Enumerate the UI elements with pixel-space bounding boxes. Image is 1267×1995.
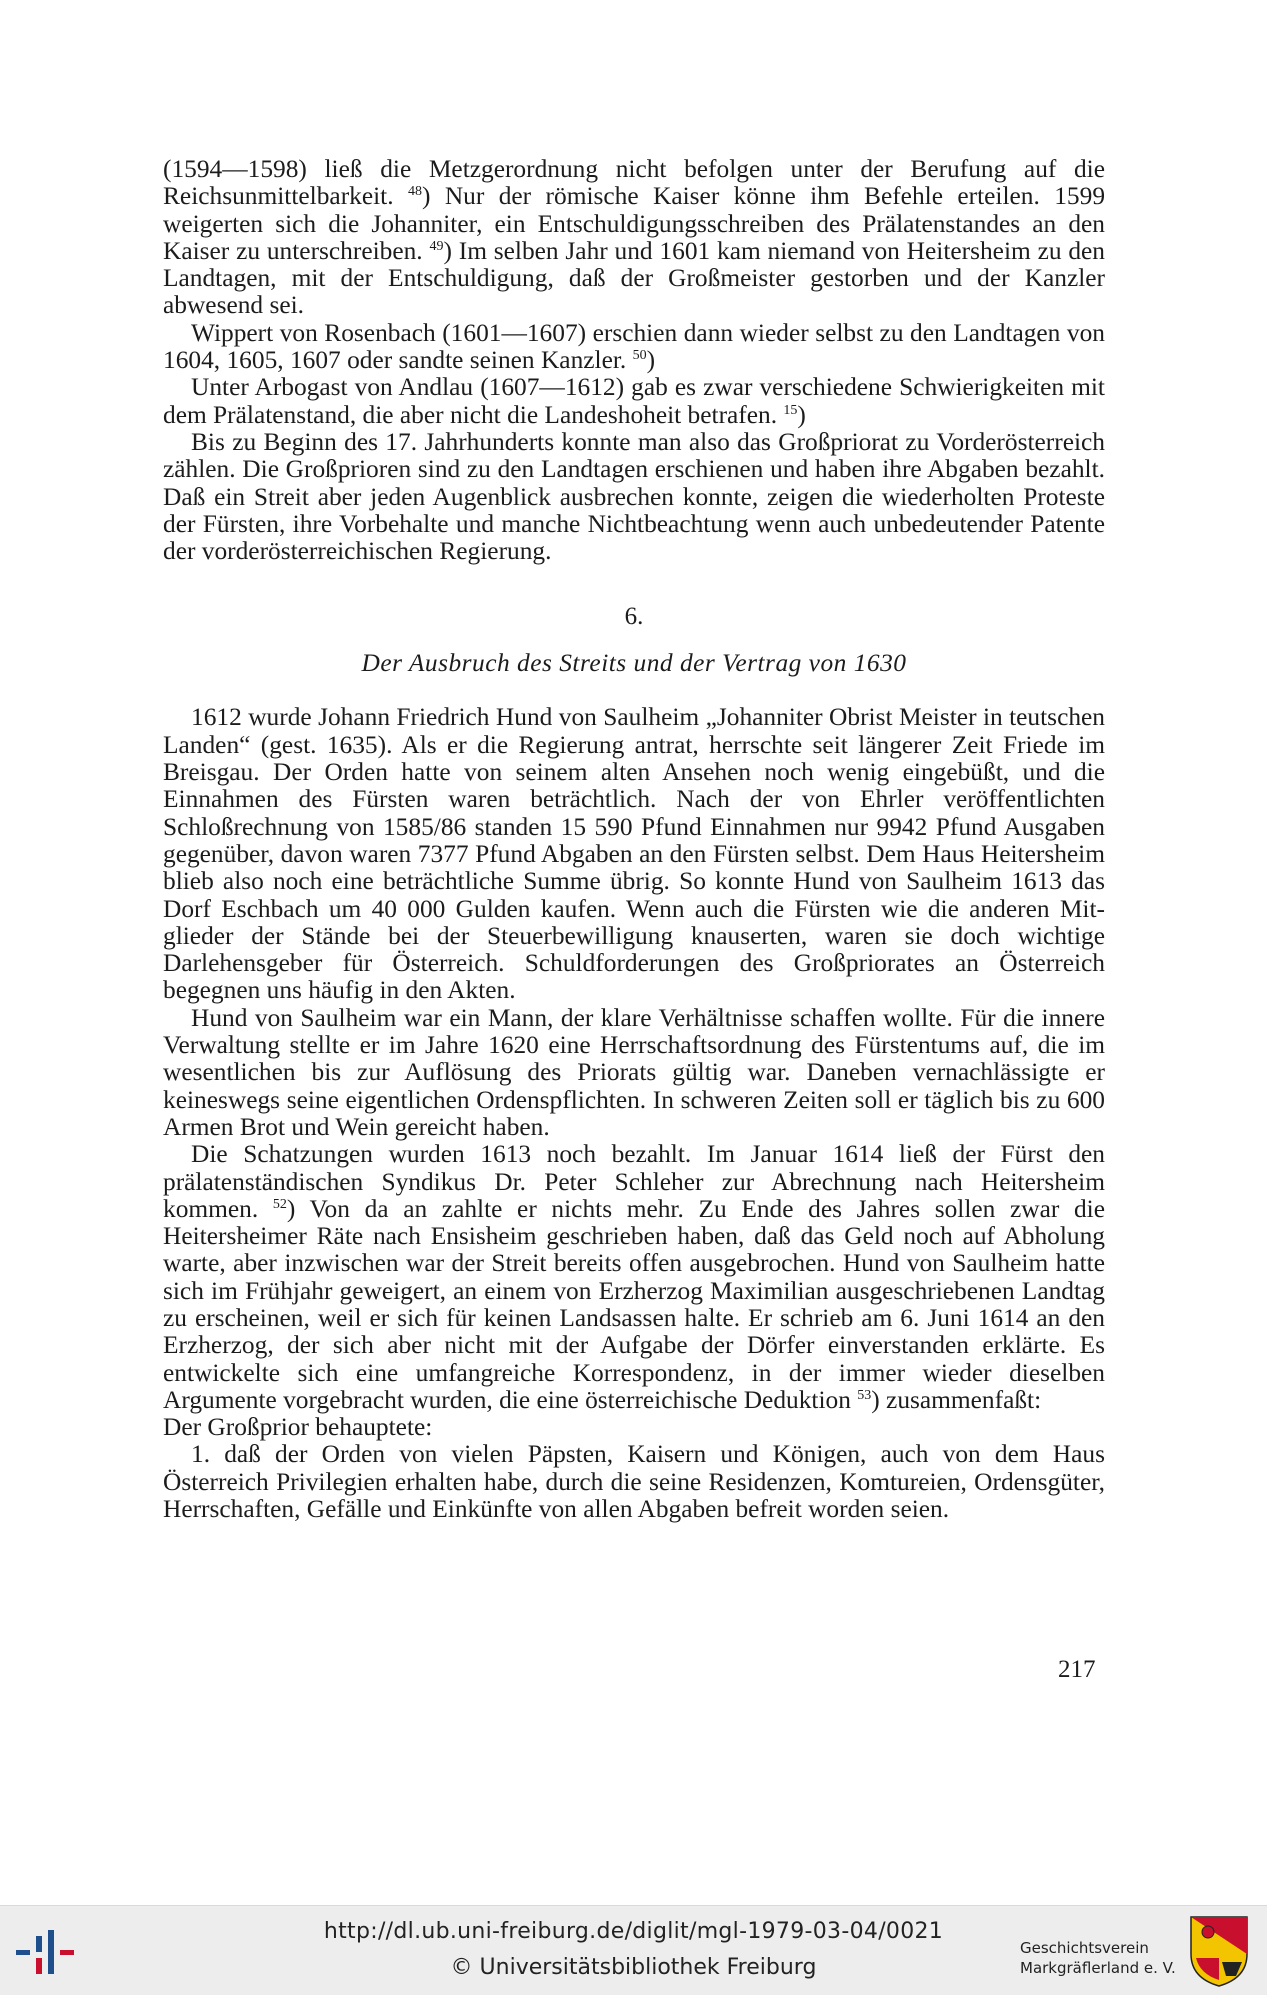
society-name bbox=[1020, 1938, 1180, 1978]
footnote-reference: 52 bbox=[272, 1196, 287, 1212]
footnote-reference: 50 bbox=[632, 348, 647, 364]
footer-url[interactable]: http://dl.ub.uni-freiburg.de/diglit/mgl-1979-03-04/0021 bbox=[323, 1919, 944, 1944]
page-number: 217 bbox=[1058, 1656, 1096, 1683]
paragraph: Die Schatzungen wurden 1613 noch bezahlt. Im Januar 1614 ließ der Fürst den prälatenständischen Syndikus Dr. Peter Schleher zur Abrechnung nach Heitersheim kommen. $^{52}$) Von da an zahlte er nichts mehr. Zu Ende des Jahres sollen zwar die Heitersheimer Räte nach Ensisheim geschrieben haben, daß das Geld noch auf Abholung warte, aber inzwischen war der Streit bereits offen ausgebrochen. Hund von Saulheim hatte sich im Frühjahr geweigert, an einem von Erzherzog Maximilian ausgeschriebenen Landtag zu erscheinen, weil er sich für keinen Landsassen halte. Er schrieb am 6. Juni 1614 an den Erzherzog, der sich aber nicht mit der Aufgabe der Dörfer einverstanden erklärte. Es entwickelte sich eine umfangreiche Korrespondenz, in der immer wieder dieselben Argumente vorgebracht wurden, die eine österreichische Deduktion $^{53}$) zusammenfaßt: bbox=[163, 1140, 1105, 1414]
paragraph: Hund von Saulheim war ein Mann, der klare Verhältnisse schaffen wollte. Für die innere Verwaltung stellte er im Jahre 1620 eine Herrschaftsordnung des Fürstentums auf, die im wesentlichen bis zur Auflösung des Priorats gültig war. Daneben vernachlässigte er keineswegs seine eigentlichen Ordenspflichten. In schweren Zeiten soll er täglich bis zu 600 Armen Brot und Wein gereicht haben. bbox=[163, 1003, 1105, 1141]
paragraph: Unter Arbogast von Andlau (1607—1612) gab es zwar verschiedene Schwierigkeiten mit dem Prälatenstand, die aber nicht die Landeshoheit betrafen. $^{15}$) bbox=[163, 373, 1105, 429]
footnote-reference: 48 bbox=[407, 184, 422, 200]
paragraph: (1594—1598) ließ die Metzgerordnung nicht befolgen unter der Berufung auf die Reichsunmittelbarkeit. $^{48}$) Nur der römische Kaiser könne ihm Befehle erteilen. 1599 weigerten sich die Johanniter, ein Entschuldigungsschreiben des Prälatenstandes an den Kaiser zu unterschreiben. $^{49}$) Im selben Jahr und 1601 kam niemand von Heitersheim zu den Landtagen, mit der Entschuldigung, daß der Großmeister gestorben und der Kanzler abwesend sei. bbox=[163, 155, 1106, 320]
paragraph: 1612 wurde Johann Friedrich Hund von Saulheim „Johanniter Obrist Meister in teutschen Landen“ (gest. 1635). Als er die Regierung antrat, herrschte seit längerer Zeit Friede im Breisgau. Der Orden hatte von seinem alten Ansehen noch wenig eingebüßt, und die Einnahmen des Fürsten waren beträchtlich. Nach der von Ehrler veröffentlichten Schloßrechnung von 1585/86 standen 15 590 Pfund Einnahmen nur 9942 Pfund Ausgaben gegenüber, davon waren 7377 Pfund Abgaben an den Fürsten selbst. Dem Haus Heitersheim blieb also noch eine beträchtliche Summe übrig. So konnte Hund von Saulheim 1613 das Dorf Eschbach um 40 000 Gulden kaufen. Wenn auch die Fürsten wie die anderen Mitglieder der Stände bei der Steuerbewilligung knauserten, waren sie doch wichtige Darlehensgeber für Österreich. Schuldforderungen des Großpriorates an Österreich begegnen uns häufig in den Akten. bbox=[163, 703, 1105, 1005]
section-title: Der Ausbruch des Streits und der Vertrag von 1630 bbox=[361, 649, 907, 678]
paragraph: Wippert von Rosenbach (1601—1607) erschien dann wieder selbst zu den Landtagen von 1604, 1605, 1607 oder sandte seinen Kanzler. $^{50}$) bbox=[163, 318, 1105, 375]
paragraph: Der Großprior behauptete: bbox=[163, 1413, 433, 1442]
text-block-before bbox=[163, 156, 1105, 565]
footer-copyright: © Universitätsbibliothek Freiburg bbox=[450, 1955, 817, 1980]
society-name-line2: Markgräflerland e. V. bbox=[1020, 1959, 1176, 1977]
society-name-line1: Geschichtsverein bbox=[1020, 1939, 1149, 1957]
paragraph: 1. daß der Orden von vielen Päpsten, Kaisern und Königen, auch von dem Haus Österreich Privilegien erhalten habe, durch die seine Residenzen, Komtureien, Ordensgüter, Herrschaften, Gefälle und Einkünfte von allen Abgaben befreit worden seien. bbox=[163, 1440, 1105, 1524]
footnote-reference: 53 bbox=[857, 1387, 872, 1403]
footer-bar bbox=[0, 1905, 1267, 1995]
text-block-after bbox=[163, 704, 1105, 1523]
geschichtsverein-crest-icon bbox=[1188, 1914, 1250, 1988]
page-content bbox=[163, 156, 1105, 1523]
paragraph: Bis zu Beginn des 17. Jahrhunderts konnte man also das Großpriorat zu Vorderösterreich zählen. Die Großprioren sind zu den Landtagen erschienen und haben ihre Abgaben bezahlt. Daß ein Streit aber jeden Augenblick ausbrechen konnte, zeigen die wiederholten Proteste der Fürsten, ihre Vorbehalte und manche Nichtbeachtung wenn auch unbedeutender Patente der vorderösterreichischen Regierung. bbox=[163, 427, 1105, 566]
section-number: 6. bbox=[624, 603, 644, 631]
footnote-reference: 49 bbox=[429, 238, 444, 254]
footnote-reference: 15 bbox=[783, 402, 798, 418]
